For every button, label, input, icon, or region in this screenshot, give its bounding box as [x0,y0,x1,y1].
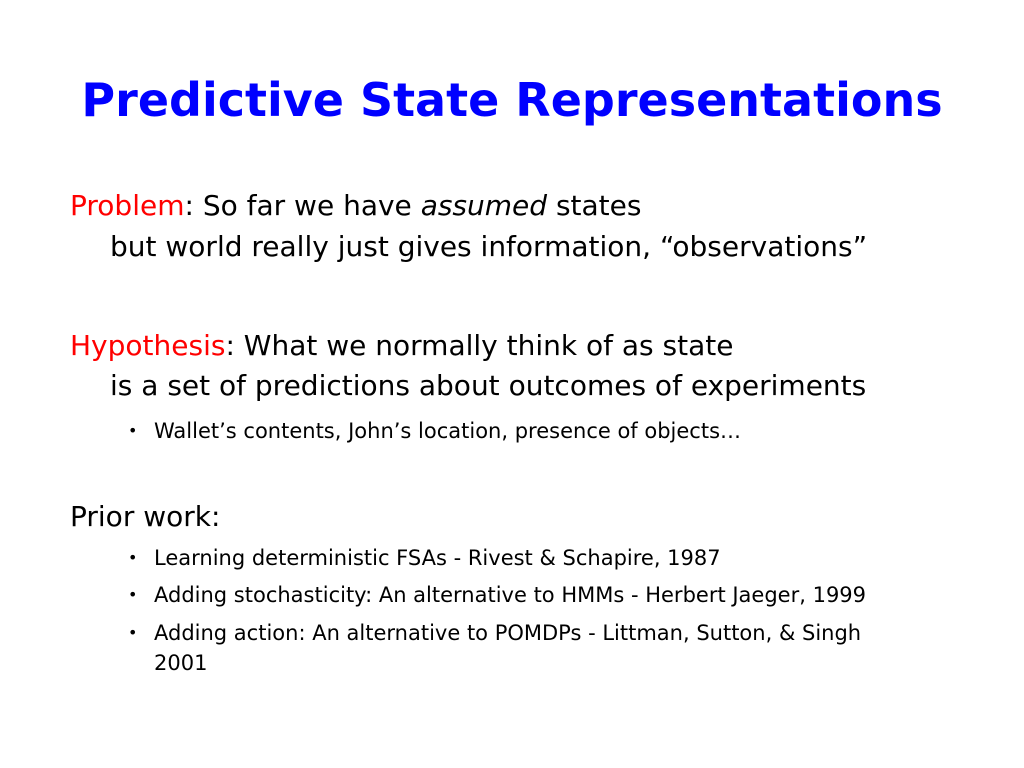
problem-line-2: but world really just gives information, “observations” [110,230,868,263]
problem-line-1 [70,187,641,225]
prior-work-bullet [128,618,862,648]
hypothesis-colon: : [225,329,235,362]
prior-work-bullet-text: Adding action: An alternative to POMDPs - Littman, Sutton, & Singh [154,621,862,645]
hypothesis-line-2: is a set of predictions about outcomes of experiments [110,369,867,402]
prior-work-heading: Prior work: [70,500,221,533]
bullet-icon: • [128,623,138,642]
prior-work-bullet [128,580,867,610]
hypothesis-bullet-text: Wallet’s contents, John’s location, presence of objects… [154,419,742,443]
bullet-icon: • [128,548,138,567]
problem-text-after: states [547,189,642,222]
slide-title: Predictive State Representations [81,73,943,127]
prior-work-bullet-text: Adding stochasticity: An alternative to HMMs - Herbert Jaeger, 1999 [154,583,867,607]
prior-work-bullet [128,543,721,573]
hypothesis-bullet [128,416,742,446]
hypothesis-line-1 [70,327,733,365]
hypothesis-label: Hypothesis [70,329,226,362]
problem-emphasis: assumed [420,189,548,222]
problem-text-before: So far we have [193,189,421,222]
prior-work-bullet-continuation: 2001 [154,651,208,675]
bullet-icon: • [128,585,138,604]
bullet-icon: • [128,421,138,440]
hypothesis-text: What we normally think of as state [234,329,734,362]
problem-colon: : [184,189,194,222]
problem-label: Problem [70,189,185,222]
prior-work-bullet-text: Learning deterministic FSAs - Rivest & Schapire, 1987 [154,546,721,570]
